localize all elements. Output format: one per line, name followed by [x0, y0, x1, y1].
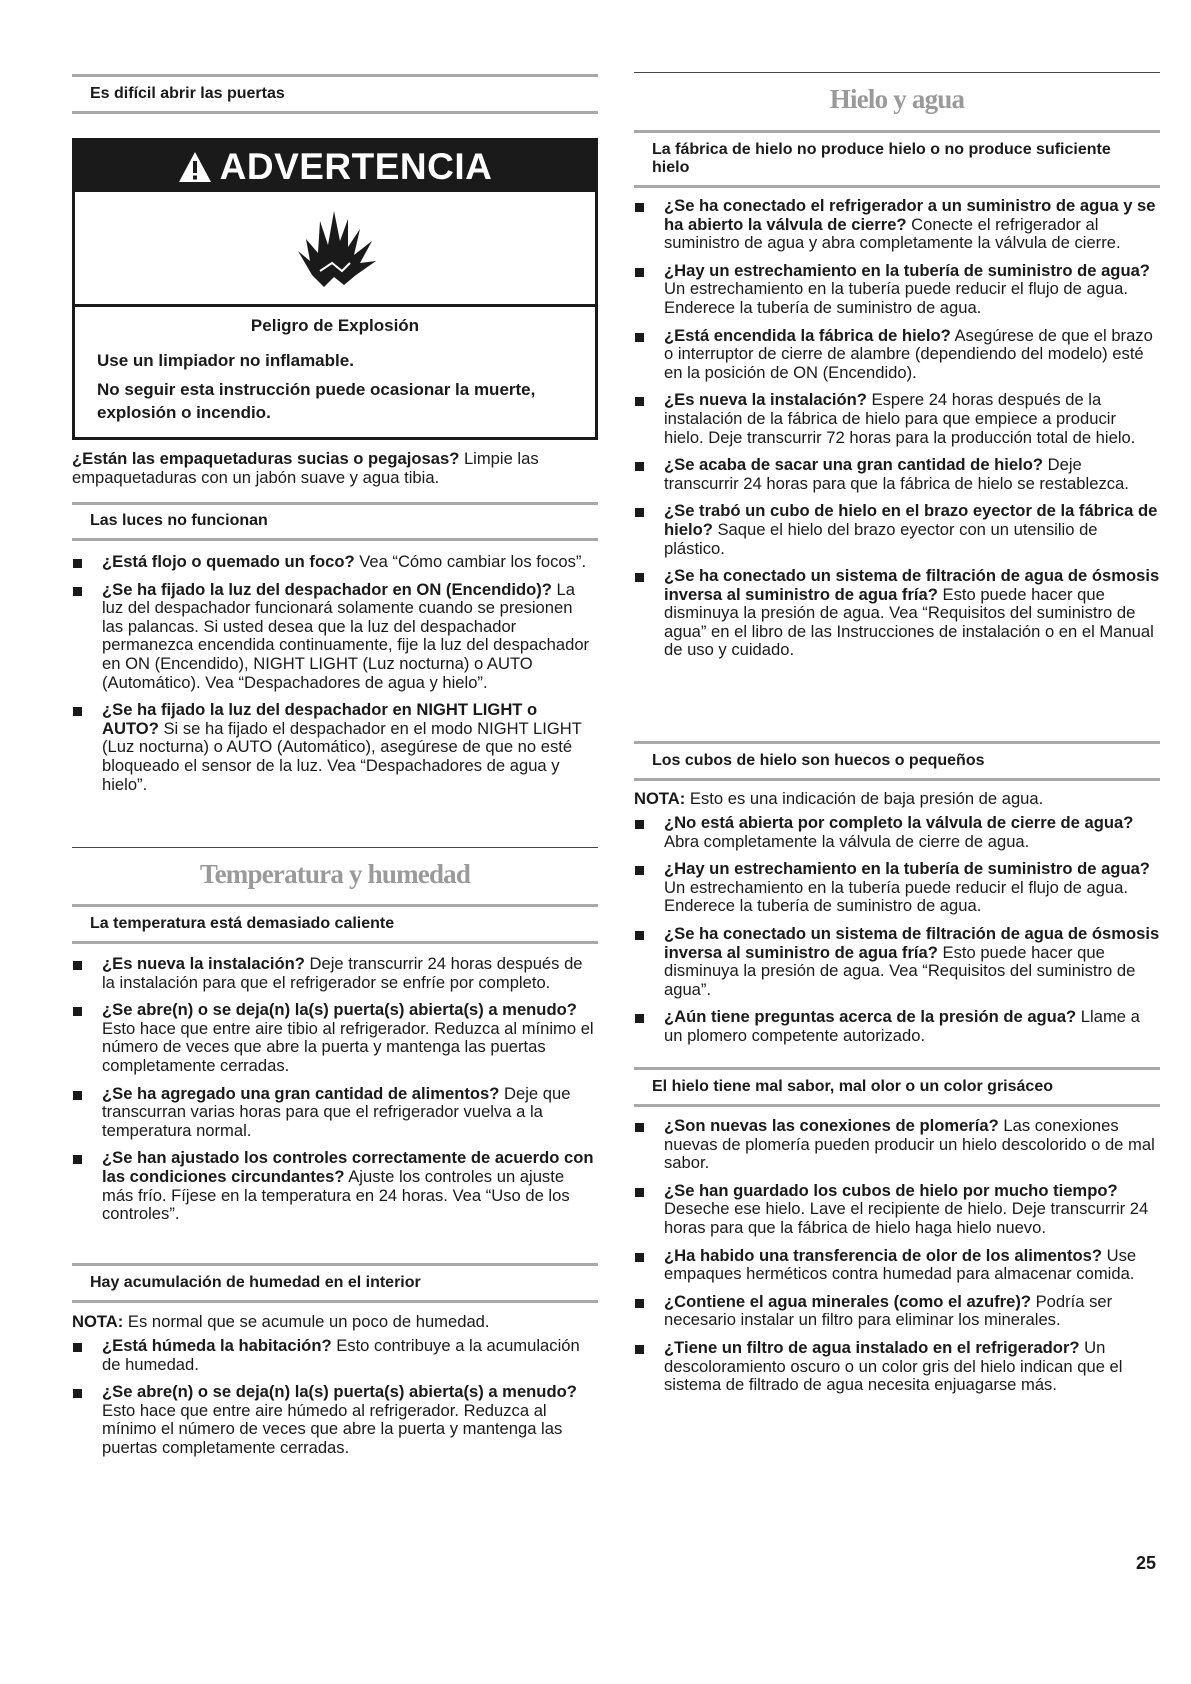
warning-line2: No seguir esta instrucción puede ocasionar la muerte, explosión o incendio. [97, 380, 536, 422]
list-item: ¿Hay un estrechamiento en la tubería de suministro de agua? Un estrechamiento en la tubería puede reducir el flujo de agua. Enderece la tubería de suministro de agua. [634, 262, 1160, 318]
warning-title: ADVERTENCIA [219, 145, 493, 187]
warning-line1: Use un limpiador no inflamable. [97, 350, 354, 370]
heading-noice: La fábrica de hielo no produce hielo o no produce suficiente hielo [634, 130, 1160, 188]
list-item: ¿Está húmeda la habitación? Esto contribuye a la acumulación de humedad. [72, 1337, 598, 1374]
list-item: ¿Se trabó un cubo de hielo en el brazo eyector de la fábrica de hielo? Saque el hielo del brazo eyector con un utensilio de plástico. [634, 502, 1160, 558]
gaskets-answer: Limpie las empaquetaduras con un jabón suave y agua tibia. [72, 449, 539, 487]
heading-temp: La temperatura está demasiado caliente [72, 904, 598, 944]
section-title-ice: Hielo y agua [829, 84, 965, 114]
explosion-icon [290, 205, 380, 291]
hollow-note: NOTA: Esto es una indicación de baja presión de agua. [634, 789, 1044, 808]
list-item: ¿Son nuevas las conexiones de plomería? Las conexiones nuevas de plomería pueden producir un hielo descolorido o de mal sabor. [634, 1117, 1160, 1173]
warning-triangle-icon [178, 151, 212, 183]
warning-box [72, 138, 598, 440]
heading-lights: Las luces no funcionan [72, 502, 598, 541]
heading-taste: El hielo tiene mal sabor, mal olor o un color grisáceo [634, 1067, 1160, 1107]
list-item: ¿Se ha fijado la luz del despachador en ON (Encendido)? La luz del despachador funcionará solamente cuando se presionen las palancas. Si usted desea que la luz del despachador permanezca encendida continuamente, fije la luz del despachador en ON (Encendido), NIGHT LIGHT (Luz nocturna) o AUTO (Automático). Vea “Despachadores de agua y hielo”. [72, 581, 598, 693]
list-item: ¿No está abierta por completo la válvula de cierre de agua? Abra completamente la válvula de cierre de agua. [634, 814, 1160, 851]
heading-hollow: Los cubos de hielo son huecos o pequeños [634, 741, 1160, 781]
section-title-temp: Temperatura y humedad [199, 859, 471, 889]
page-number: 25 [1136, 1553, 1157, 1573]
list-item: ¿Se abre(n) o se deja(n) la(s) puerta(s) abierta(s) a menudo? Esto hace que entre aire tibio al refrigerador. Reduzca al mínimo el número de veces que abre la puerta y mantenga las puertas completamente cerradas. [72, 1001, 598, 1075]
list-item: ¿Aún tiene preguntas acerca de la presión de agua? Llame a un plomero competente autorizado. [634, 1008, 1160, 1045]
warning-header [75, 141, 595, 192]
noice-list [634, 197, 1160, 669]
warning-hazard: Peligro de Explosión [250, 316, 420, 335]
list-item: ¿Hay un estrechamiento en la tubería de suministro de agua? Un estrechamiento en la tubería puede reducir el flujo de agua. Enderece la tubería de suministro de agua. [634, 860, 1160, 916]
lights-list [72, 553, 598, 803]
section-rule [72, 847, 598, 848]
list-item: ¿Es nueva la instalación? Deje transcurrir 24 horas después de la instalación para que el refrigerador se enfríe por completo. [72, 955, 598, 992]
list-item: ¿Es nueva la instalación? Espere 24 horas después de la instalación de la fábrica de hielo para que empiece a producir hielo. Deje transcurrir 72 horas para la producción total de hielo. [634, 391, 1160, 447]
list-item: ¿Se ha conectado un sistema de filtración de agua de ósmosis inversa al suministro de agua fría? Esto puede hacer que disminuya la presión de agua. Vea “Requisitos del suministro de agua” en el libro de las Instrucciones de instalación o en el Manual de uso y cuidado. [634, 567, 1160, 660]
humidity-note: NOTA: Es normal que se acumule un poco de humedad. [72, 1312, 490, 1331]
list-item: ¿Se acaba de sacar una gran cantidad de hielo? Deje transcurrir 24 horas para que la fábrica de hielo se restablezca. [634, 456, 1160, 493]
warning-text [75, 307, 595, 424]
hollow-list [634, 814, 1160, 1055]
temp-list [72, 955, 598, 1233]
explosion-icon-area [75, 192, 595, 307]
taste-list [634, 1117, 1160, 1404]
humidity-list [72, 1337, 598, 1467]
gaskets-paragraph [72, 450, 598, 487]
heading-doors: Es difícil abrir las puertas [72, 74, 598, 114]
list-item: ¿Se han ajustado los controles correctamente de acuerdo con las condiciones circundantes? Ajuste los controles un ajuste más frío. Fíjese en la temperatura en 24 horas. Vea “Uso de los controles”. [72, 1149, 598, 1223]
list-item: ¿Contiene el agua minerales (como el azufre)? Podría ser necesario instalar un filtro para eliminar los minerales. [634, 1293, 1160, 1330]
list-item: ¿Se ha conectado un sistema de filtración de agua de ósmosis inversa al suministro de agua fría? Esto puede hacer que disminuya la presión de agua. Vea “Requisitos del suministro de agua”. [634, 925, 1160, 999]
heading-humidity: Hay acumulación de humedad en el interior [72, 1263, 598, 1303]
list-item: ¿Se ha fijado la luz del despachador en NIGHT LIGHT o AUTO? Si se ha fijado el despachador en el modo NIGHT LIGHT (Luz nocturna) o AUTO (Automático), asegúrese de que no esté bloqueado el sensor de la luz. Vea “Despachadores de agua y hielo”. [72, 701, 598, 794]
section-rule [634, 72, 1160, 73]
list-item: ¿Se han guardado los cubos de hielo por mucho tiempo? Deseche ese hielo. Lave el recipiente de hielo. Deje transcurrir 24 horas para que la fábrica de hielo haga hielo nuevo. [634, 1182, 1160, 1238]
list-item: ¿Está encendida la fábrica de hielo? Asegúrese de que el brazo o interruptor de cierre de alambre (dependiendo del modelo) esté en la posición de ON (Encendido). [634, 327, 1160, 383]
list-item: ¿Tiene un filtro de agua instalado en el refrigerador? Un descoloramiento oscuro o un color gris del hielo indican que el sistema de filtrado de agua necesita enjuagarse más. [634, 1339, 1160, 1395]
gaskets-question: ¿Están las empaquetaduras sucias o pegajosas? [72, 449, 460, 468]
list-item: ¿Se abre(n) o se deja(n) la(s) puerta(s) abierta(s) a menudo? Esto hace que entre aire húmedo al refrigerador. Reduzca al mínimo el número de veces que abre la puerta y mantenga las puertas completamente cerradas. [72, 1383, 598, 1457]
list-item: ¿Se ha agregado una gran cantidad de alimentos? Deje que transcurran varias horas para que el refrigerador vuelva a la temperatura normal. [72, 1085, 598, 1141]
list-item: ¿Se ha conectado el refrigerador a un suministro de agua y se ha abierto la válvula de cierre? Conecte el refrigerador al suministro de agua y abra completamente la válvula de cierre. [634, 197, 1160, 253]
list-item: ¿Está flojo o quemado un foco? Vea “Cómo cambiar los focos”. [72, 553, 598, 572]
list-item: ¿Ha habido una transferencia de olor de los alimentos? Use empaques herméticos contra humedad para almacenar comida. [634, 1247, 1160, 1284]
